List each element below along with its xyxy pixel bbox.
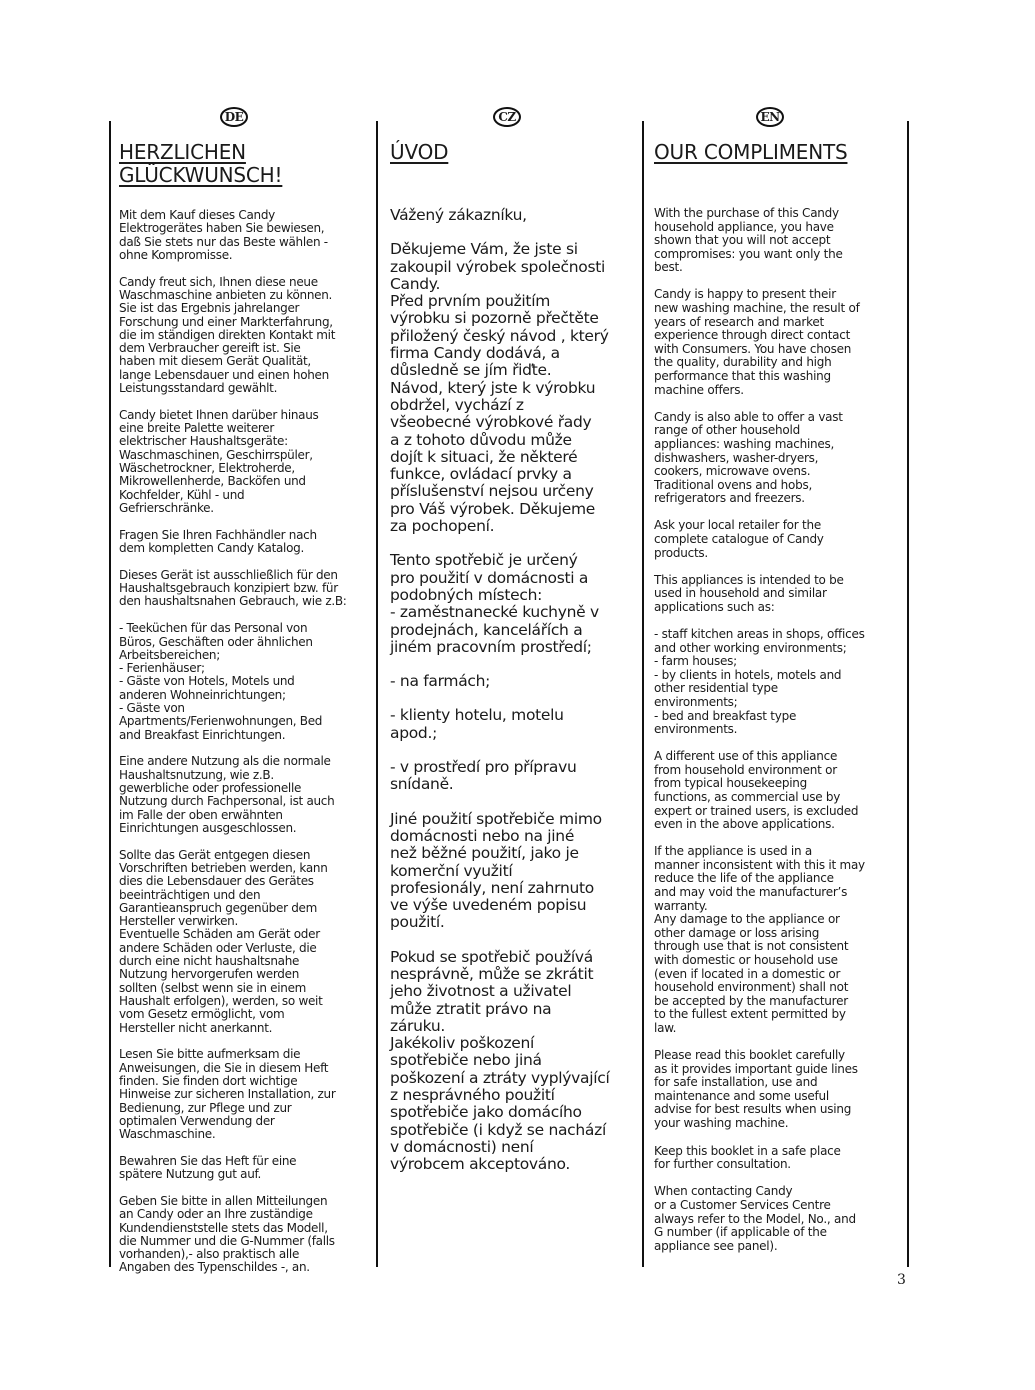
page-number: 3 — [897, 1272, 906, 1288]
language-badge-de: DE — [220, 107, 248, 127]
paragraph-de-8: Sollte das Gerät entgegen diesen Vorschriften betrieben werden, kann dies die Lebensdauer des Gerätes beeinträchtigen und den Garantieanspruch gegenüber dem Hersteller verwirken. Eventuelle Schäden am Gerät oder andere Schäden oder Verluste, die durch eine nicht haushaltsnahe Nutzung hervorgerufen werden sollten (selbst wenn sie in einem Haushalt erfolgen), werden, so weit vom Gesetz ermöglicht, vom Hersteller nicht anerkannt. — [119, 847, 328, 1035]
paragraph-de-7: Eine andere Nutzung als die normale Haushaltsnutzung, wie z.B. gewerbliche oder professionelle Nutzung durch Fachpersonal, ist auch im Falle der oben erwähnten Einrichtungen ausgeschlossen. — [119, 754, 335, 835]
body-en — [654, 207, 892, 1253]
heading-de — [119, 141, 369, 187]
paragraph-de-4: Fragen Sie Ihren Fachhändler nach dem kompletten Candy Katalog. — [119, 527, 317, 556]
paragraph-en-5: This appliances is intended to be used in household and similar applications such as: — [654, 572, 844, 614]
paragraph-de-9: Lesen Sie bitte aufmerksam die Anweisungen, die Sie in diesem Heft finden. Sie finden dort wichtige Hinweise zur sicheren Installation, zur Bedienung, zur Pflege und zur optimalen Verwendung der Waschmaschine. — [119, 1047, 336, 1142]
heading-en — [654, 141, 892, 164]
paragraph-cz-4: - na farmách; — [390, 672, 491, 691]
paragraph-de-6: - Teeküchen für das Personal von Büros, Geschäften oder ähnlichen Arbeitsbereichen; - Ferienhäuser; - Gäste von Hotels, Motels und anderen Wohneinrichtungen; - Gäste von Apartments/Ferienwohnungen, Bed and Breakfast Einrichtungen. — [119, 621, 323, 742]
column-czech — [390, 141, 635, 1191]
paragraph-cz-5: - klienty hotelu, motelu apod.; — [390, 706, 564, 742]
paragraph-en-11: When contacting Candy or a Customer Services Centre always refer to the Model, No., and G number (if applicable of the appliance see panel). — [654, 1184, 856, 1253]
paragraph-cz-7: Jiné použití spotřebiče mimo domácnosti nebo na jiné než běžné použití, jako je komerční využití profesionály, není zahrnuto ve výše uvedeném popisu použití. — [390, 809, 602, 932]
paragraph-en-10: Keep this booklet in a safe place for further consultation. — [654, 1143, 841, 1172]
paragraph-en-6: - staff kitchen areas in shops, offices and other working environments; - farm houses; - by clients in hotels, motels and other residential type environments; - bed and breakfast type environments. — [654, 626, 865, 737]
paragraph-de-11: Geben Sie bitte in allen Mitteilungen an Candy oder an Ihre zuständige Kundendienststelle stets das Modell, die Nummer und die G-Nummer (falls vorhanden),- also praktisch alle Angaben des Typenschildes -, an. — [119, 1194, 335, 1275]
paragraph-de-5: Dieses Gerät ist ausschließlich für den Haushaltsgebrauch konzipiert bzw. für den haushaltsnahen Gebrauch, wie z.B: — [119, 567, 347, 609]
paragraph-en-4: Ask your local retailer for the complete catalogue of Candy products. — [654, 518, 824, 560]
column-english — [654, 141, 892, 1267]
paragraph-en-9: Please read this booklet carefully as it provides important guide lines for safe installation, use and maintenance and some useful advise for best results when using your washing machine. — [654, 1048, 858, 1131]
heading-en-text: OUR COMPLIMENTS — [654, 140, 848, 164]
paragraph-de-10: Bewahren Sie das Heft für eine spätere Nutzung gut auf. — [119, 1153, 297, 1182]
column-rule-left — [109, 121, 111, 1267]
paragraph-en-1: With the purchase of this Candy household appliance, you have shown that you will not accept compromises: you want only the best. — [654, 206, 843, 275]
column-rule-mid-left — [376, 121, 378, 1267]
paragraph-en-8: If the appliance is used in a manner inconsistent with this it may reduce the life of the appliance and may void the manufacturer’s warranty. Any damage to the appliance or other damage or loss arising through use that is not consistent with domestic or household use (even if located in a domestic or household environment) shall not be accepted by the manufacturer to the fullest extent permitted by law. — [654, 844, 865, 1035]
paragraph-cz-2: Děkujeme Vám, že jste si zakoupil výrobek společnosti Candy. Před prvním použitím výrobku si pozorně přečtěte přiložený český návod , který firma Candy dodává, a důsledně se jím řiďte. Návod, který jste k výrobku obdržel, vychází z všeobecné výrobkové řady a z tohoto důvodu může dojít k situaci, že některé funkce, ovládací prvky a příslušenství nejsou určeny pro Váš výrobek. Děkujeme za pochopení. — [390, 240, 609, 536]
paragraph-cz-6: - v prostředí pro přípravu snídaně. — [390, 758, 577, 794]
paragraph-en-2: Candy is happy to present their new washing machine, the result of years of research and market experience through direct contact with Consumers. You have chosen the quality, durability and high performance that this washing machine offers. — [654, 287, 860, 397]
language-badge-cz: CZ — [493, 107, 521, 127]
heading-cz-text: ÚVOD — [390, 140, 449, 164]
paragraph-cz-1: Vážený zákazníku, — [390, 206, 527, 224]
heading-de-text: HERZLICHEN GLÜCKWUNSCH! — [119, 140, 283, 187]
paragraph-de-3: Candy bietet Ihnen darüber hinaus eine breite Palette weiterer elektrischer Haushaltsgeräte: Waschmaschinen, Geschirrspüler, Wäschetrockner, Elektroherde, Mikrowellenherde, Backöfen und Kochfelder, Kühl - und Gefrierschränke. — [119, 407, 319, 515]
paragraph-en-7: A different use of this appliance from household environment or from typical housekeeping functions, as commercial use by expert or trained users, is excluded even in the above applications. — [654, 749, 859, 832]
column-rule-mid-right — [642, 121, 644, 1267]
paragraph-cz-3: Tento spotřebič je určený pro použití v domácnosti a podobných místech: - zaměstnanecké kuchyně v prodejnách, kancelářích a jiném pracovním prostředí; — [390, 551, 599, 656]
paragraph-de-1: Mit dem Kauf dieses Candy Elektrogerätes haben Sie bewiesen, daß Sie stets nur das Beste wählen - ohne Kompromisse. — [119, 208, 328, 262]
column-german — [119, 141, 369, 1288]
heading-cz — [390, 141, 635, 164]
paragraph-de-2: Candy freut sich, Ihnen diese neue Waschmaschine anbieten zu können. Sie ist das Ergebnis jahrelanger Forschung und einer Markterfahrung, die im ständigen direkten Kontakt mit dem Verbraucher gereift ist. Sie haben mit diesem Gerät Qualität, lange Lebensdauer und einen hohen Leistungsstandard gewählt. — [119, 274, 336, 396]
paragraph-en-3: Candy is also able to offer a vast range of other household appliances: washing machines, dishwashers, washer-dryers, cookers, microwave ovens. Traditional ovens and hobs, refrigerators and freezers. — [654, 409, 843, 506]
language-badge-en: EN — [756, 107, 784, 127]
column-rule-right — [907, 121, 909, 1267]
body-de — [119, 209, 369, 1275]
paragraph-cz-8: Pokud se spotřebič používá nesprávně, může se zkrátit jeho životnost a uživatel může ztratit právo na záruku. Jakékoliv poškození spotřebiče nebo jiná poškození a ztráty vyplývající z nesprávného použití spotřebiče jako domácího spotřebiče (i když se nachází v domácnosti) není výrobcem akceptováno. — [390, 947, 610, 1174]
body-cz — [390, 207, 635, 1174]
